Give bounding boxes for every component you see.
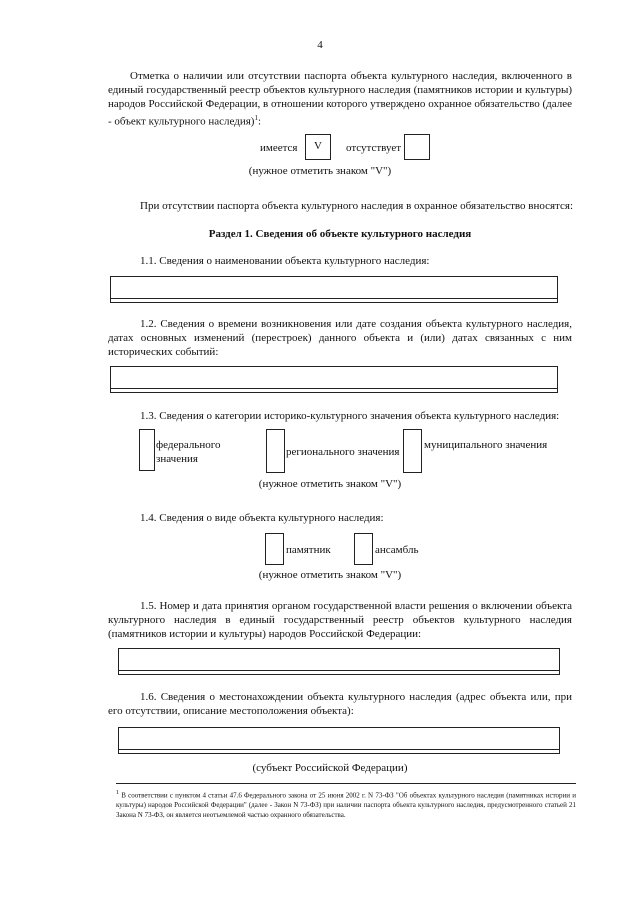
section1-title: Раздел 1. Сведения об объекте культурного наследия xyxy=(208,228,472,240)
item-1-4-label: 1.4. Сведения о виде объекта культурного наследия: xyxy=(140,512,384,524)
item-1-5-label: 1.5. Номер и дата принятия органом государственной власти решения о включении объекта культурного наследия в единый государственный реестр объектов культурного наследия (памятников истории и культуры) народов Российской Федерации: xyxy=(108,600,572,640)
location-caption: (субъект Российской Федерации) xyxy=(252,762,408,774)
passport-present-label: имеется xyxy=(260,142,298,154)
item-1-2-label: 1.2. Сведения о времени возникновения или дате создания объекта культурного наследия, датах основных изменений (перестроек) данного объекта и (или) датах связанных с ним исторических событий: xyxy=(108,318,572,358)
item-1-1-label: 1.1. Сведения о наименовании объекта культурного наследия: xyxy=(140,255,430,267)
footnote-text: В соответствии с пунктом 4 статьи 47.6 Федерального закона от 25 июня 2002 г. N 73-ФЗ "Об объектах культурного наследия (памятниках истории и культуры) народов Российской Федерации" (далее - Закон N 73-ФЗ) при наличии паспорта объекта культурного наследия, предусмотренного статьей 21 Закона N 73-ФЗ, он является неотъемлемой частью охранного обязательства. xyxy=(116,791,576,820)
type-mark-hint: (нужное отметить знаком "V") xyxy=(258,569,402,581)
category-federal-label-line2: значения xyxy=(156,453,198,465)
item-1-6-label: 1.6. Сведения о местонахождении объекта культурного наследия (адрес объекта или, при его отсутствии, описание местоположения объекта): xyxy=(108,691,572,717)
passport-intro: Отметка о наличии или отсутствии паспорта объекта культурного наследия, включенного в единый государственный реестр объектов культурного наследия (памятников истории и культуры) народов Российской Федерации, в отношении которого утверждено охранное обязательство (далее - объект культурного наследия)$^1$: xyxy=(108,70,572,128)
creation-dates-field[interactable] xyxy=(110,366,558,393)
footnote-divider xyxy=(116,783,576,784)
absence-note: При отсутствии паспорта объекта культурного наследия в охранное обязательство вносятся: xyxy=(140,200,574,212)
registry-decision-field[interactable] xyxy=(118,648,560,675)
passport-intro-text: Отметка о наличии или отсутствии паспорта объекта культурного наследия, включенного в единый государственный реестр объектов культурного наследия (памятников истории и культуры) народов Российской Федерации, в отношении которого утверждено охранное обязательство (далее - объект культурного наследия) xyxy=(108,70,572,128)
location-field[interactable] xyxy=(118,727,560,754)
passport-absent-checkbox[interactable] xyxy=(404,134,430,160)
category-federal-label-line1: федерального xyxy=(156,439,221,451)
type-ensemble-label: ансамбль xyxy=(375,544,419,556)
passport-mark-hint: (нужное отметить знаком "V") xyxy=(248,165,392,177)
object-name-field[interactable] xyxy=(110,276,558,303)
footnote xyxy=(116,788,576,820)
footnote-ref: 1 xyxy=(254,114,258,122)
category-mark-hint: (нужное отметить знаком "V") xyxy=(258,478,402,490)
passport-present-checkbox[interactable]: V xyxy=(305,134,331,160)
passport-absent-label: отсутствует xyxy=(346,142,402,154)
item-1-3-label: 1.3. Сведения о категории историко-культурного значения объекта культурного наследия: xyxy=(140,410,560,422)
category-federal-checkbox[interactable] xyxy=(139,429,155,471)
type-monument-label: памятник xyxy=(286,544,331,556)
category-municipal-label: муниципального значения xyxy=(424,439,548,451)
footnote-mark: 1 xyxy=(116,790,119,796)
category-regional-label: регионального значения xyxy=(286,446,400,458)
category-regional-checkbox[interactable] xyxy=(266,429,285,473)
type-ensemble-checkbox[interactable] xyxy=(354,533,373,565)
category-municipal-checkbox[interactable] xyxy=(403,429,422,473)
page-number: 4 xyxy=(317,39,323,51)
type-monument-checkbox[interactable] xyxy=(265,533,284,565)
category-federal-label xyxy=(156,438,220,466)
